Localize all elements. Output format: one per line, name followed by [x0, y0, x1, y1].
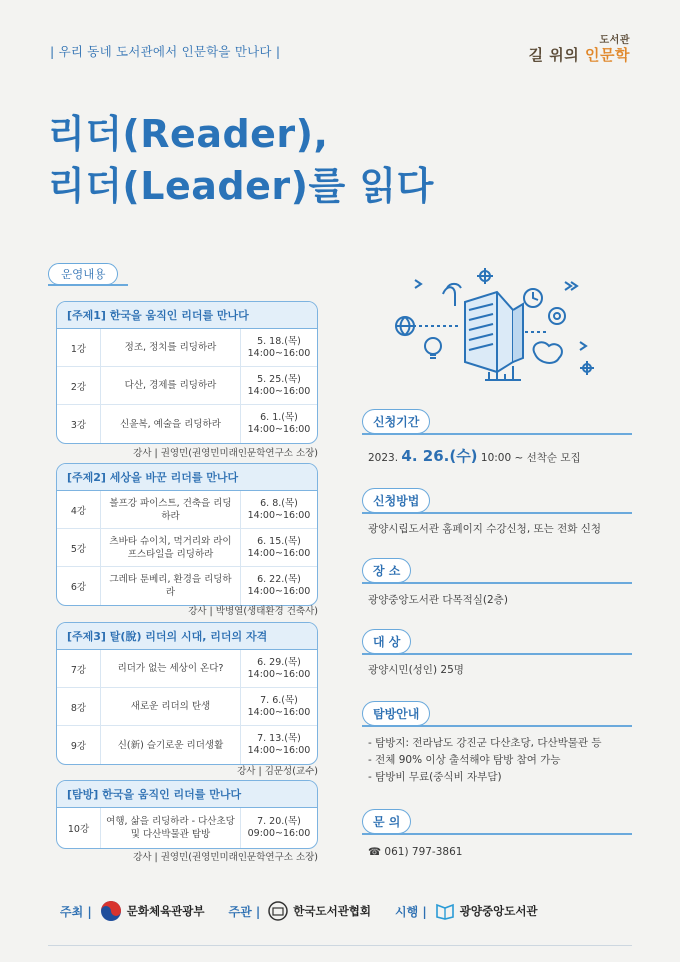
tour-info	[368, 735, 602, 786]
lecturer: 강사 | 박병열(생태환경 건축사)	[188, 606, 318, 617]
lecture-date: 6. 15.(목) 14:00~16:00	[247, 535, 311, 559]
lecture-date: 7. 6.(목) 14:00~16:00	[247, 694, 311, 718]
operator-org	[435, 902, 538, 920]
title-line-1: 리더(Reader),	[48, 112, 329, 156]
library-association-icon	[268, 901, 288, 921]
lecture-no: 2강	[57, 367, 101, 404]
divider	[362, 653, 632, 655]
lecture-no: 5강	[57, 529, 101, 566]
host-name: 문화체육관광부	[126, 904, 205, 918]
topic-tour	[56, 780, 318, 849]
table-row	[57, 405, 317, 443]
brand-logo	[529, 36, 630, 63]
lecture-title: 신윤복, 예술을 리딩하라	[101, 405, 241, 443]
table-row	[57, 529, 317, 567]
library-book-icon	[435, 902, 455, 920]
place-label: 장 소	[362, 558, 411, 583]
lecture-title: 볼프강 파이스트, 건축을 리딩하라	[101, 491, 241, 528]
lecture-no: 6강	[57, 567, 101, 605]
brand-bottom-accent: 인문학	[585, 46, 630, 64]
table-row	[57, 726, 317, 764]
table-row	[57, 491, 317, 529]
lecturer: 강사 | 권영민(권영민미래인문학연구소 소장)	[133, 448, 318, 459]
lecture-title: 다산, 경제를 리딩하라	[101, 367, 241, 404]
lecture-title: 리더가 없는 세상이 온다?	[101, 650, 241, 687]
operator-name: 광양중앙도서관	[459, 904, 538, 918]
contact: ☎ 061) 797-3861	[368, 846, 463, 858]
lecture-no: 10강	[57, 808, 101, 848]
host-org	[100, 900, 205, 922]
table-row	[57, 688, 317, 726]
table-row	[57, 808, 317, 848]
apply-period: 2023. 4. 26.(수) 10:00 ~ 선착순 모집	[368, 447, 581, 465]
lecture-title: 정조, 정치를 리딩하라	[101, 329, 241, 366]
divider	[362, 512, 632, 514]
brand-bottom-pre: 길 위의	[528, 46, 586, 64]
tour-line: - 탐방비 무료(중식비 자부담)	[368, 771, 502, 783]
brand-bottom	[529, 48, 630, 63]
topic-head: [주제2] 세상을 바꾼 리더를 만나다	[57, 464, 317, 491]
contact-label: 문 의	[362, 809, 411, 834]
lecture-title: 츠바타 슈이치, 먹거리와 라이프스타일을 리딩하라	[101, 529, 241, 566]
host-label: 주최 |	[60, 904, 92, 919]
lecture-no: 3강	[57, 405, 101, 443]
lecture-no: 9강	[57, 726, 101, 764]
lecture-no: 7강	[57, 650, 101, 687]
program-label-wrap	[48, 263, 118, 282]
operator-label: 시행 |	[395, 904, 427, 919]
program-label: 운영내용	[48, 263, 118, 285]
program-label-line	[48, 284, 128, 286]
organizer-name: 한국도서관협회	[293, 904, 372, 918]
table-row	[57, 567, 317, 605]
lecturer: 강사 | 권영민(권영민미래인문학연구소 소장)	[133, 852, 318, 863]
topic-head: [탐방] 한국을 움직인 리더를 만나다	[57, 781, 317, 808]
topic-3	[56, 622, 318, 765]
lecture-date: 6. 8.(목) 14:00~16:00	[247, 497, 311, 521]
organizer-org	[268, 901, 371, 921]
lecture-date: 7. 20.(목) 09:00~16:00	[247, 816, 311, 839]
tour-line: - 탐방지: 전라남도 강진군 다산초당, 다산박물관 등	[368, 737, 602, 749]
book-tech-illustration	[385, 262, 610, 387]
tour-line: - 전체 90% 이상 출석해야 탐방 참여 가능	[368, 754, 561, 766]
apply-method: 광양시립도서관 홈페이지 수강신청, 또는 전화 신청	[368, 523, 602, 535]
lecture-date: 5. 25.(목) 14:00~16:00	[247, 373, 311, 397]
divider	[362, 582, 632, 584]
target-label: 대 상	[362, 629, 411, 654]
divider	[362, 833, 632, 835]
tagline: | 우리 동네 도서관에서 인문학을 만나다 |	[50, 44, 281, 59]
divider	[362, 725, 632, 727]
lecture-no: 4강	[57, 491, 101, 528]
topic-head: [주제1] 한국을 움직인 리더를 만나다	[57, 302, 317, 329]
lecture-title: 신(新) 슬기로운 리더생활	[101, 726, 241, 764]
lecture-no: 8강	[57, 688, 101, 725]
tour-label: 탐방안내	[362, 701, 430, 726]
lecture-title: 여행, 삶을 리딩하라 - 다산초당 및 다산박물관 탐방	[101, 808, 241, 848]
topic-2	[56, 463, 318, 606]
brand-top: 도서관	[599, 35, 630, 46]
apply-method-label: 신청방법	[362, 488, 430, 513]
organizer-label: 주관 |	[228, 904, 261, 919]
apply-period-label: 신청기간	[362, 409, 430, 434]
topic-head: [주제3] 탈(脫) 리더의 시대, 리더의 자격	[57, 623, 317, 650]
footer	[60, 900, 620, 922]
place: 광양중앙도서관 다목적실(2층)	[368, 594, 508, 606]
lecture-date: 6. 1.(목) 14:00~16:00	[247, 412, 311, 435]
taegeuk-icon	[100, 900, 122, 922]
lecturer: 강사 | 김문성(교수)	[237, 766, 318, 777]
lecture-date: 6. 22.(목) 14:00~16:00	[247, 574, 311, 597]
target: 광양시민(성인) 25명	[368, 664, 464, 676]
lecture-no: 1강	[57, 329, 101, 366]
lecture-title: 새로운 리더의 탄생	[101, 688, 241, 725]
page-title	[48, 108, 434, 212]
title-line-2: 리더(Leader)를 읽다	[48, 164, 434, 208]
lecture-date: 7. 13.(목) 14:00~16:00	[247, 733, 311, 756]
lecture-title: 그레타 툰베리, 환경을 리딩하라	[101, 567, 241, 605]
topic-1	[56, 301, 318, 444]
table-row	[57, 329, 317, 367]
lecture-date: 5. 18.(목) 14:00~16:00	[247, 335, 311, 359]
lecture-date: 6. 29.(목) 14:00~16:00	[247, 656, 311, 680]
divider	[362, 433, 632, 435]
bottom-divider	[48, 945, 632, 946]
table-row	[57, 367, 317, 405]
table-row	[57, 650, 317, 688]
